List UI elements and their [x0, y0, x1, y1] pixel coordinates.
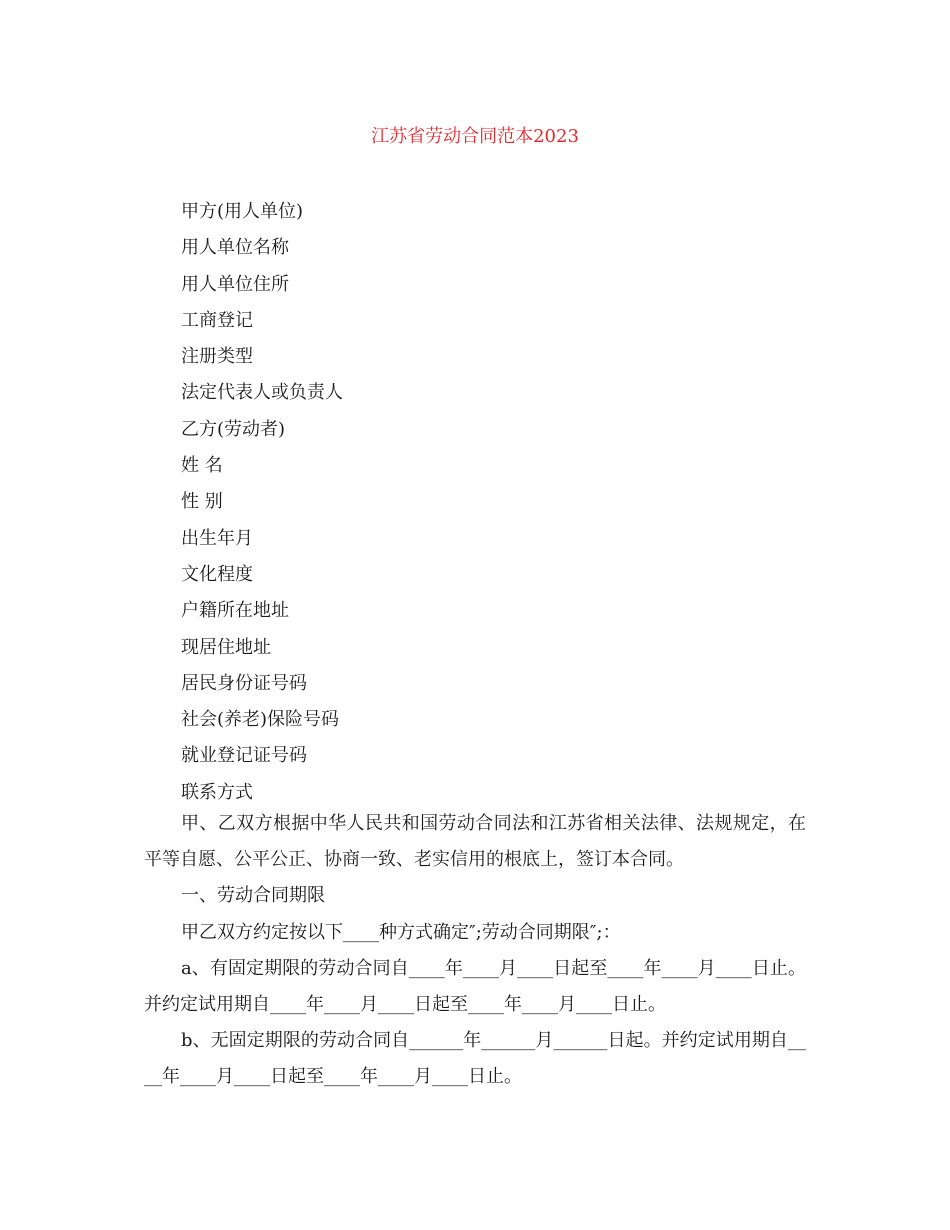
field-employment-registration-number: 就业登记证号码 — [181, 745, 307, 767]
field-employer-address: 用人单位住所 — [181, 273, 289, 295]
field-education: 文化程度 — [181, 563, 253, 585]
field-contact: 联系方式 — [181, 781, 253, 803]
paragraph-preamble: 甲、乙双方根据中华人民共和国劳动合同法和江苏省相关法律、法规规定，在平等自愿、公平公正、协商一致、老实信用的根底上，签订本合同。 — [144, 813, 806, 871]
field-business-registration: 工商登记 — [181, 309, 253, 331]
section-heading-contract-term: 一、劳动合同期限 — [181, 885, 325, 907]
contract-body — [144, 806, 806, 1096]
document-title: 江苏省劳动合同范本2023 — [371, 126, 579, 147]
field-id-number: 居民身份证号码 — [181, 672, 307, 694]
field-registration-type: 注册类型 — [181, 346, 253, 368]
field-party-a: 甲方(用人单位) — [181, 201, 304, 222]
field-social-insurance-number: 社会(养老)保险号码 — [181, 709, 340, 731]
field-birth-date: 出生年月 — [181, 527, 253, 549]
paragraph-term-method: 甲乙双方约定按以下____种方式确定″;劳动合同期限″;： — [181, 921, 621, 943]
field-household-address: 户籍所在地址 — [181, 600, 289, 622]
party-info-list — [181, 194, 821, 811]
field-employer-name: 用人单位名称 — [181, 237, 289, 259]
paragraph-fixed-term: a、有固定期限的劳动合同自____年____月____日起至____年____月____日止。并约定试用期自____年____月____日起至____年____月____日止。 — [144, 957, 806, 1016]
field-party-b: 乙方(劳动者) — [181, 418, 286, 440]
field-current-address: 现居住地址 — [181, 636, 271, 658]
field-name: 姓 名 — [181, 455, 223, 477]
paragraph-open-ended-term: b、无固定期限的劳动合同自______年______月______日起。并约定试用期自____年____月____日起至____年____月____日止。 — [144, 1030, 806, 1088]
field-legal-representative: 法定代表人或负责人 — [181, 382, 343, 404]
field-gender: 性 别 — [181, 491, 223, 513]
